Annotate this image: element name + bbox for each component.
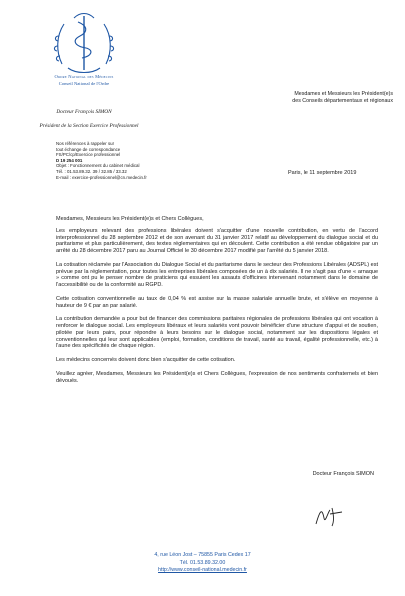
reference-line: Nos références à rappeler sur (56, 141, 115, 146)
paragraph: La cotisation réclamée par l'Association du Dialogue Social et du paritarisme dans le secteur des Professions Libérales (ADSPL) est prévue par la réglementation, pour toutes les entreprises libérales composées de un à dix salariés. Il ne s'agit pas d'une « arnaque » comme ont pu le penser nombre de praticiens qui essuient les assauts d'officines intervenant notamment dans le domaine de l'accessibilité ou de la conformité au RGPD. (56, 261, 378, 288)
recipient-block (218, 91, 393, 105)
footer-address: 4, rue Léon Jost – 75855 Paris Cedex 17 (154, 552, 251, 558)
reference-line: FS/PC/cp/Exercice professionnel (56, 152, 121, 158)
signature-name: Docteur François SIMON (312, 471, 374, 477)
reference-line: Objet : Fonctionnement du cabinet médical (56, 163, 140, 169)
salutation: Mesdames, Messieurs les Président(e)s et Chers Collègues, (56, 216, 204, 222)
paragraph: Les médecins concernés doivent donc bien s'acquitter de cette cotisation. (56, 357, 236, 363)
org-name: Ordre National des Médecins (54, 74, 114, 79)
recipient-line: des Conseils départementaux et régionaux (292, 98, 393, 104)
letter-date: Paris, le 11 septembre 2019 (288, 170, 357, 176)
footer-website-link[interactable]: http://www.conseil-national.medecin.fr (158, 567, 247, 573)
footer (0, 552, 405, 575)
reference-email[interactable]: E-mail : exercice-professionnel@cn.medecin.fr (56, 174, 147, 180)
paragraph: La contribution demandée a pour but de financer des commissions paritaires régionales de professions libérales qui ont vocation à renforcer le dialogue social. Les employeurs libéraux et leurs salariés vont pouvoir bénéficier d'une structure d'appui et de soutien, pilotée par leurs pairs, pour répondre à leurs besoins sur le dialogue social, notamment sur les dispositions légales et conventionnelles qui leur sont applicables (emploi, formation, conditions de travail, santé au travail, égalité professionnelle, etc.) à l'aune des spécificités de chaque région. (56, 316, 378, 350)
paragraph: Cette cotisation conventionnelle au taux de 0,04 % est assise sur la masse salariale annuelle brute, et s'élève en moyenne à hauteur de 9 € par an par salarié. (56, 295, 378, 309)
order-logo-icon (52, 6, 116, 78)
footer-phone: Tél. 01.53.89.32.00 (179, 559, 226, 566)
letter-body (56, 216, 378, 391)
recipient-line: Mesdames et Messieurs les Président(e)s (294, 91, 393, 97)
paragraph: Les employeurs relevant des professions libérales doivent s'acquitter d'une nouvelle contribution, en vertu de l'accord interprofessionnel du 28 septembre 2012 et de son avenant du 31 janvier 2017 relatif au développement du dialogue social et du paritarisme et plus particulièrement, des textes réglementaires qui en découlent. Cette contribution a été rendue obligatoire par un arrêté du 28 décembre 2017 paru au Journal Officiel le 30 décembre 2017 modifié par l'arrêté du 5 janvier 2018. (56, 227, 378, 254)
reference-number: D 19 254 001 (56, 157, 83, 163)
references-block (56, 141, 176, 180)
doctor-name: Docteur François SIMON (56, 109, 112, 115)
handwritten-signature-icon (312, 504, 346, 528)
doctor-title: Président de la Section Exercice Professionnel (39, 123, 139, 129)
reference-line: Tél. : 01.53.89.32. 39 / 32.85 / 33.32 (56, 168, 127, 174)
closing-paragraph: Veuillez agréer, Mesdames, Messieurs les Président(e)s et Chers Collègues, l'expression de nos sentiments confraternels et bien dévoués. (56, 370, 378, 384)
reference-line: tout échange de correspondance (56, 146, 121, 152)
org-subtitle: Conseil National de l'Ordre (58, 81, 110, 86)
